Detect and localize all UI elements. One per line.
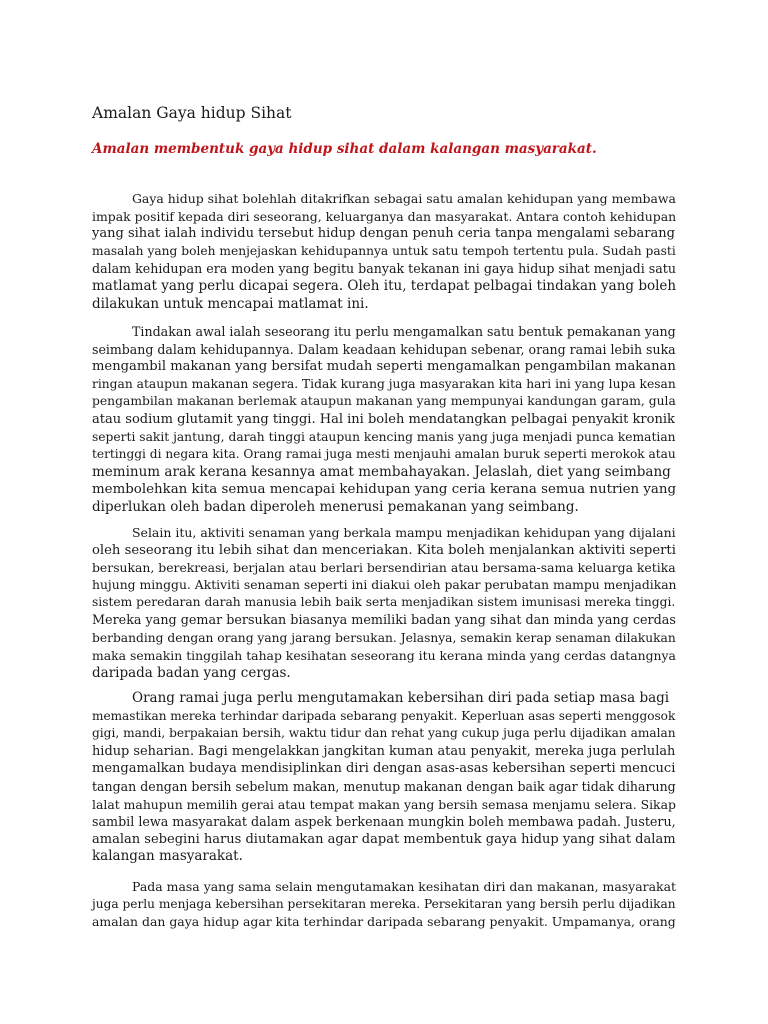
document-title: Amalan Gaya hidup Sihat: [92, 104, 292, 122]
paragraph-line: seimbang dalam kehidupannya. Dalam keadaan kehidupan sebenar, orang ramai lebih suka: [92, 341, 676, 357]
paragraph-line: hidup seharian. Bagi mengelakkan jangkitan kuman atau penyakit, mereka juga perlulah: [92, 743, 676, 759]
paragraph: [92, 323, 677, 517]
document-subtitle: Amalan membentuk gaya hidup sihat dalam kalangan masyarakat.: [92, 141, 597, 157]
paragraph-line: impak positif kepada diri seseorang, keluarganya dan masyarakat. Antara contoh kehidupan: [92, 208, 677, 224]
paragraph-line: Pada masa yang sama selain mengutamakan kesihatan diri dan makanan, masyarakat: [132, 879, 677, 894]
paragraph-line: seperti sakit jantung, darah tinggi ataupun kencing manis yang juga menjadi punca kematian: [92, 429, 676, 444]
paragraph-line: bersukan, berekreasi, berjalan atau berlari bersendirian atau bersama-sama keluarga ketika: [92, 560, 676, 576]
paragraph-line: diperlukan oleh badan diperoleh menerusi pemakanan yang seimbang.: [92, 498, 579, 515]
paragraph-line: tertinggi di negara kita. Orang ramai juga mesti menjauhi amalan buruk seperti merokok atau: [92, 447, 676, 462]
paragraph-line: gigi, mandi, berpakaian bersih, waktu tidur dan rehat yang cukup juga perlu dijadikan amalan: [92, 726, 676, 741]
paragraph-line: oleh seseorang itu lebih sihat dan menceriakan. Kita boleh menjalankan aktiviti seperti: [92, 542, 676, 558]
paragraph-line: daripada badan yang cergas.: [92, 664, 291, 681]
paragraph-line: kalangan masyarakat.: [92, 848, 243, 865]
paragraph-line: mengambil makanan yang bersifat mudah seperti mengamalkan pengambilan makanan: [92, 359, 676, 375]
paragraph-line: yang sihat ialah individu tersebut hidup dengan penuh ceria tanpa mengalami sebarang: [92, 226, 675, 242]
paragraph-line: hujung minggu. Aktiviti senaman seperti ini diakui oleh pakar perubatan mampu menjadikan: [92, 577, 677, 592]
paragraph-line: tangan dengan bersih sebelum makan, menutup makanan dengan baik agar tidak diharung: [92, 778, 676, 794]
paragraph-line: matlamat yang perlu dicapai segera. Oleh itu, terdapat pelbagai tindakan yang boleh: [92, 277, 677, 294]
paragraph-line: sambil lewa masyarakat dalam aspek berkenaan mungkin boleh membawa padah. Justeru,: [92, 814, 676, 830]
paragraph: [92, 690, 676, 866]
paragraph-line: membolehkan kita semua mencapai kehidupan yang ceria kerana semua nutrien yang: [92, 482, 677, 498]
paragraph-line: maka semakin tinggilah tahap kesihatan seseorang itu kerana minda yang cerdas datangnya: [92, 648, 676, 664]
paragraph-line: ringan ataupun makanan segera. Tidak kurang juga masyarakan kita hari ini yang lupa kesan: [92, 376, 676, 391]
paragraph-line: pengambilan makanan berlemak ataupun makanan yang mempunyai kandungan garam, gula: [92, 394, 676, 409]
paragraph-line: Mereka yang gemar bersukan biasanya memiliki badan yang sihat dan minda yang cerdas: [92, 612, 676, 628]
paragraph-line: amalan dan gaya hidup agar kita terhindar daripada sebarang penyakit. Umpamanya, orang: [92, 914, 676, 930]
paragraph-line: Selain itu, aktiviti senaman yang berkala mampu menjadikan kehidupan yang dijalani: [132, 525, 676, 540]
paragraph: [92, 878, 677, 931]
paragraph-line: Orang ramai juga perlu mengutamakan kebersihan diri pada setiap masa bagi: [132, 690, 670, 706]
paragraph-line: dalam kehidupan era moden yang begitu banyak tekanan ini gaya hidup sihat menjadi satu: [92, 261, 676, 277]
paragraph-line: meminum arak kerana kesannya amat membahayakan. Jelaslah, diet yang seimbang: [92, 463, 671, 480]
paragraph-line: berbanding dengan orang yang jarang bersukan. Jelasnya, semakin kerap senaman dilakukan: [92, 630, 676, 645]
paragraph-line: memastikan mereka terhindar daripada sebarang penyakit. Keperluan asas seperti menggosok: [92, 708, 676, 723]
paragraph-line: Tindakan awal ialah seseorang itu perlu mengamalkan satu bentuk pemakanan yang: [132, 324, 676, 339]
paragraph-line: amalan sebegini harus diutamakan agar dapat membentuk gaya hidup yang sihat dalam: [92, 831, 676, 847]
paragraph-line: mengamalkan budaya mendisiplinkan diri dengan asas-asas kebersihan seperti mencuci: [92, 761, 676, 777]
paragraph-line: atau sodium glutamit yang tinggi. Hal ini boleh mendatangkan pelbagai penyakit kronik: [92, 411, 675, 427]
paragraph-line: lalat mahupun memilih gerai atau tempat makan yang bersih semasa menjamu selera. Sikap: [92, 796, 676, 812]
paragraph-line: masalah yang boleh menjejaskan kehidupannya untuk satu tempoh tertentu pula. Sudah pasti: [92, 243, 676, 258]
paragraph: [92, 524, 677, 682]
paragraph-line: dilakukan untuk mencapai matlamat ini.: [92, 295, 369, 312]
paragraph-line: juga perlu menjaga kebersihan persekitaran mereka. Persekitaran yang bersih perlu dijadikan: [92, 896, 676, 911]
paragraph-line: Gaya hidup sihat bolehlah ditakrifkan sebagai satu amalan kehidupan yang membawa: [132, 191, 676, 206]
paragraph-line: sistem peredaran darah manusia lebih baik serta menjadikan sistem imunisasi mereka tinggi.: [92, 595, 676, 610]
paragraph: [92, 190, 677, 313]
